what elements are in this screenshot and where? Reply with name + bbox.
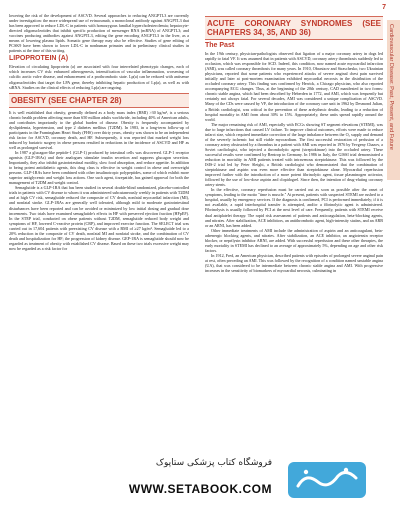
paragraph: Semaglutide is a GLP-1RA that has been studied in several double-blind randomized, placebo-controlled trials in patients with CV disease to whom it was administered subcutaneously weekly in patients with T2DM and at high CV risk, semaglutide reduced the composite of CV death, nonfatal myocardial infarction (MI), and nonfatal stroke. GLP-1RAs are generally well tolerated, although mild to moderate gastrointestinal disturbances have been reported and can be avoided or minimized by low initial dosing and gradual dose increments. Two trials have examined semaglutide's effects in HF with preserved ejection fraction (HFpEF). In the STEP trial, conducted on obese patients without T2DM, semaglutide reduced body weight and symptoms of HF, lowered C-reactive protein (CRP), and improved exercise function. The SELECT trial was carried out in 17,604 patients with preexisting CV disease with a BMI of ≥27 kg/m². Semaglutide led to a 20% reduction in the composite of CV death, nonfatal MI and nonfatal stroke, and the combination of CV death and hospitalization for HF; the progression of kidney disease. GEP-1RA is semaglutide should now be regarded as treatment of obesity with established CV disease. Based on these two trials excessive weight may now be regarded as a risk factor for [9,185,189,251]
paragraph: Elevation of circulating lipoprotein (a) are associated with four interrelated phenotypic changes, each of which increases CV risk: enhanced atherogenesis, intensification of vascular inflammation, worsening of calcific aortic valve disease, and enhancement of a prothrombotic state. Lp(a) can be reduced with antisense oligonucleotides that target the LPA gene, thereby inhibiting hepatic production of Lp(a), as well as with siRNA. Studies on the clinical effects of reducing Lp(a) are ongoing. [9,64,189,90]
paragraph: It is well established that obesity, generally defined as a body mass index (BMI) >30 kg/m², is a serious chronic health problem affecting more than 650 million adults worldwide, including 40% of American adults, and contributes importantly to the global burden of disease. Obesity is frequently accompanied by dyslipidemia, hypertension, and type 2 diabetes mellitus (T2DM). In 1983, in a long-term follow-up of participants in the Framingham Heart Study (FHS) over thirty years, obesity was shown to be an independent risk factor for ASCVD, coronary death, and HF. Subsequently, it was reported that marked weight loss induced by bariatric surgery in obese persons resulted in reductions in the incidence of ASCVD and HF as well as prolonged survival. [9,109,189,150]
past-heading: The Past [205,42,235,49]
paragraph: In 1912, Fred, an American physician, described patients with episodes of prolonged severe anginal pain at rest, often preceding an AMI. This was followed by the recognition of a condition named unstable angina (UA), that was considered to be intermediate between chronic stable angina and AMI. With progressive increases in the sensitivity of biomarkers of myocardial necrosis, culminating in [205,252,383,274]
page-number: 7 [382,4,386,11]
acs-heading: ACUTE CORONARY SYNDROMES (SEE CHAPTERS 34, 35, AND 36) [205,16,383,40]
paragraph: lowering the risk of the development of ASCVD. Several approaches to reducing ANGPTL3 are currently under investigation: the more widespread use of evinacumab, a monoclonal antibody against ANGPTL3 that has been approved to reduce LDL-C in patients with homozygous familial hypercholesterolemia; hepatocyte-directed oligonucleotides that inhibit specific production of messenger RNA (mRNA) of ANGPTL3; and vaccines producing antibodies against ANGPTL3, editing the gene encoding ANGPTL3 in the liver, as a means of lowering plasma lipids. Somatic gene therapy may also be effective. Studies of gene editing of PCSK9 have been shown to lower LDL-C in nonhuman primates and in preliminary clinical studies in patients at the time of this writing. [9,13,189,54]
lipoprotein-heading: LIPOPROTEIN (A) [9,55,69,63]
right-column [205,13,383,434]
paragraph: Other immediate treatments of AMI include the administration of aspirin and an anticoagulant, beta-adrenergic blocking agents, and nitrates. After stabilization, an ACE inhibitor, an angiotensin receptor blocker, or neprilysin inhibitor ARNI, are added. With successful reperfusion and these other therapies, the early mortality in STEMI has declined to an average of approximately 5%, depending on age and other risk factors. [205,227,383,253]
chapter-side-tab [387,20,400,180]
side-tab-label: Cardiovascular Disease: Past, Present, and Future [388,24,394,150]
paragraph: In the 19th century, physician-pathologists observed that ligation of a major coronary artery in dogs led rapidly to fatal VF. It was assumed that in patients with ASCVD, coronary artery thrombosis suddenly led to occlusion, which was responsible for SCD. Indeed, this condition, now named acute myocardial infarction (AMI), was called coronary thrombosis for many years. In 1910, Obrastzov and Straschesko, two Ukrainian physicians, reported that some patients who experienced attacks of severe anginal chest pain survived initially and later at post-mortem examination exhibited myocardial necrosis in the distribution of the occluded coronary artery. This finding was confirmed by Herrick, a Chicago physician, who also reported accompanying ECG changes. Thus, at the beginning of the 20th century, CAD manifested in two forms: chronic stable angina, which had been described by Heberden in 1772, and AMI, which was frequently but certainly not always fatal. For several decades, AMI was considered a unique complication of ASCVD. Many of the CDs were caused by VF, the introduction of the coronary care unit in 1962 by Desmond Julian, a British cardiologist, was critical in the prevention of these arrhythmic deaths, leading to a reduction of hospital mortality in AMI from about 30% to 15%. Appropriately, these units spread rapidly around the world. [205,51,383,122]
website-url: WWW.SETABOOK.COM [128,482,272,496]
paragraph: The major remaining risk of AMI, especially with ECGs showing ST segment elevations (STEMI), was due to large infarctions that caused LV failure. To improve clinical outcomes, efforts were made to reduce infarct size, which required immediate correction of the large imbalance between the O₂ supply and demand of the severely ischemic but still viable myocardium. The first successful restoration of perfusion of a coronary artery obstructed by a thrombus in a patient with AMI was reported in 1976 by Yevgeny Chazov, a Soviet cardiologist, who injected a thrombolytic agent (streptokinase) into the occluded artery. These successful results were confirmed by Rentrop in Germany. In 1986 in Italy, the GISSI trial demonstrated a reduction in mortality in AMI patients treated with intravenous streptokinase. This was followed by the ISIS-2 trial led by Peter Sleight, a British cardiologist who demonstrated that the combination of streptokinase and aspirin was even more effective than streptokinase alone. Myocardial reperfusion improved further with the introduction of a more potent fibrinolytic agent, tissue plasminogen activator, followed by the use of low-dose aspirin and clopidogrel. Since then, the intention of drug-eluting coronary artery stents. [205,121,383,188]
paragraph: In the effective, coronary reperfusion must be carried out as soon as possible after the onset of symptoms, leading to the motto "time is muscle." At present, patients with suspected STEMI are rushed to a hospital, usually by emergency services. If the diagnosis is confirmed, PCI is performed immediately; if it is not available, a rapid interhospital transfer is attempted, and/or a fibrinolytic agent is administered. Fibrinolysis is usually followed by PCI at the next level of care. Frequently, patients with STEMI receive dual antiplatelet therapy. The rapid risk assessment of patients and anticoagulation, beta-blocking agents, and nitrates. After stabilization, ACE inhibitors, an antithrombotic agent, high-intensity statins, and an ARB or an ARNI, has been added. [205,187,383,228]
persian-store-text: فروشگاه کتاب پزشکی ستاپوک [155,458,272,468]
watermark-footer [0,452,400,512]
setabook-logo-icon [284,456,370,504]
paragraph: In 1987 a glucagon-like peptide-1 (GLP-1) produced by intestinal cells was discovered. GLP-1 receptor agonists (GLP-1RAs) and their analogues stimulate insulin secretion and suppress glucagon secretion. Importantly, they also inhibit gastrointestinal motility, slow food absorption, and reduce appetite. In addition to being potent antidiabetic agents, this drug class is effective in weight control in obese and overweight persons. GLP-1RAs have been combined with other insulinotropic polypeptides, some of which exhibit more superior antiglycemic and weight loss actions. One such agent, tirzepatide, has gained approval for both the management of T2DM and weight control. [9,149,189,186]
left-column [9,13,189,437]
obesity-heading: OBESITY (SEE CHAPTER 28) [9,93,189,108]
